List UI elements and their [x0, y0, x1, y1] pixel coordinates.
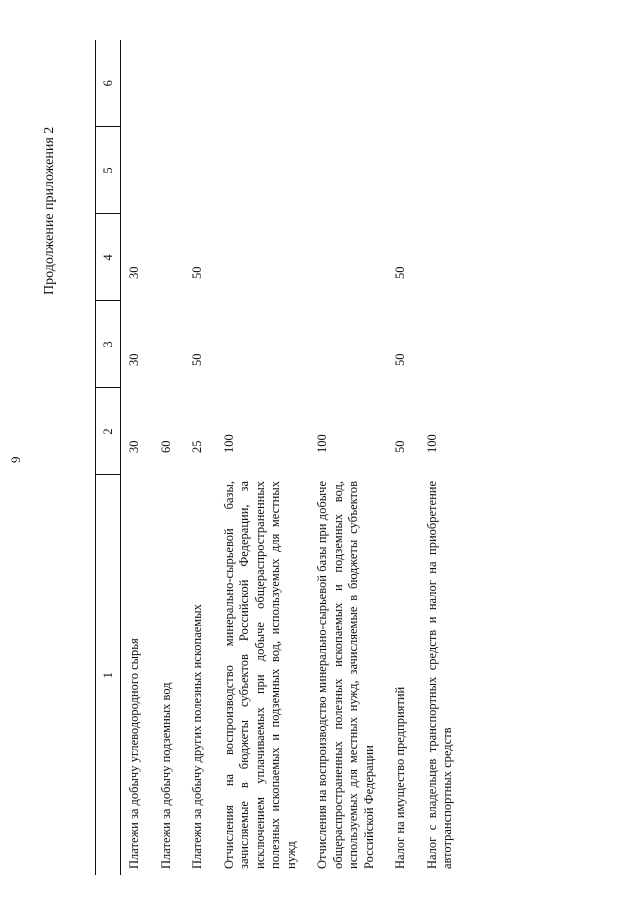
- value-cell: [216, 40, 310, 127]
- value-cell: [153, 127, 185, 214]
- value-cell: 100: [315, 434, 329, 453]
- value-cell: 30: [127, 353, 141, 366]
- appendix-continuation-label: Продолжение приложения 2: [42, 126, 57, 295]
- column-header: 2: [96, 388, 121, 475]
- value-cell: [419, 40, 466, 127]
- table-row: [184, 40, 216, 875]
- value-cell: [419, 301, 466, 388]
- value-cell: [184, 40, 216, 127]
- table-row: [387, 40, 419, 875]
- value-cell: 30: [127, 440, 141, 453]
- value-cell: [309, 40, 387, 127]
- row-name-cell: Платежи за добычу углеводородного сырья: [127, 638, 141, 869]
- row-name-cell: Отчисления на воспроизводство минерально-сырьевой базы при добыче общераспространенных полезных ископаемых и подземных вод, используемых для местных нужд, зачисляемые в бюджеты субъектов Российской Федерации: [315, 481, 376, 869]
- tax-distribution-table-container: [95, 40, 466, 875]
- value-cell: [419, 127, 466, 214]
- table-row: [121, 40, 153, 875]
- value-cell: [419, 214, 466, 301]
- column-header: 4: [96, 214, 121, 301]
- value-cell: [309, 301, 387, 388]
- column-header: 6: [96, 40, 121, 127]
- table-header-row: [96, 40, 121, 875]
- row-name-cell: Платежи за добычу других полезных ископаемых: [190, 604, 204, 869]
- value-cell: 50: [393, 440, 407, 453]
- value-cell: 50: [190, 266, 204, 279]
- value-cell: [216, 214, 310, 301]
- value-cell: 60: [158, 440, 173, 453]
- value-cell: [121, 127, 153, 214]
- page-number: 9: [8, 456, 23, 463]
- value-cell: [309, 127, 387, 214]
- value-cell: [153, 214, 185, 301]
- column-header: 3: [96, 301, 121, 388]
- value-cell: 25: [190, 440, 204, 453]
- value-cell: [387, 40, 419, 127]
- value-cell: [153, 40, 185, 127]
- value-cell: 50: [393, 353, 407, 366]
- value-cell: [216, 301, 310, 388]
- row-name-cell: Налог с владельцев транспортных средств и налог на приобретение автотранспортных средств: [424, 481, 454, 869]
- value-cell: [387, 127, 419, 214]
- row-name-cell: Отчисления на воспроизводство минерально-сырьевой базы, зачисляемые в бюджеты субъектов Российской Федерации, за исключением уплачиваемых при добыче общераспространенных полезных ископаемых и подземных вод, используемых для местных нужд: [221, 481, 298, 869]
- table-row: [216, 40, 310, 875]
- column-header: 1: [96, 475, 121, 875]
- value-cell: 50: [190, 353, 204, 366]
- value-cell: 100: [221, 434, 236, 453]
- tax-distribution-table: [95, 40, 466, 875]
- table-row: [419, 40, 466, 875]
- value-cell: [121, 40, 153, 127]
- row-name-cell: Платежи за добычу подземных вод: [158, 682, 173, 869]
- value-cell: [216, 127, 310, 214]
- table-row: [309, 40, 387, 875]
- table-row: [153, 40, 185, 875]
- row-name-cell: Налог на имущество предприятий: [393, 686, 407, 869]
- value-cell: [309, 214, 387, 301]
- value-cell: [153, 301, 185, 388]
- column-header: 5: [96, 127, 121, 214]
- value-cell: 30: [127, 266, 141, 279]
- value-cell: 50: [393, 266, 407, 279]
- value-cell: [184, 127, 216, 214]
- value-cell: 100: [424, 434, 439, 453]
